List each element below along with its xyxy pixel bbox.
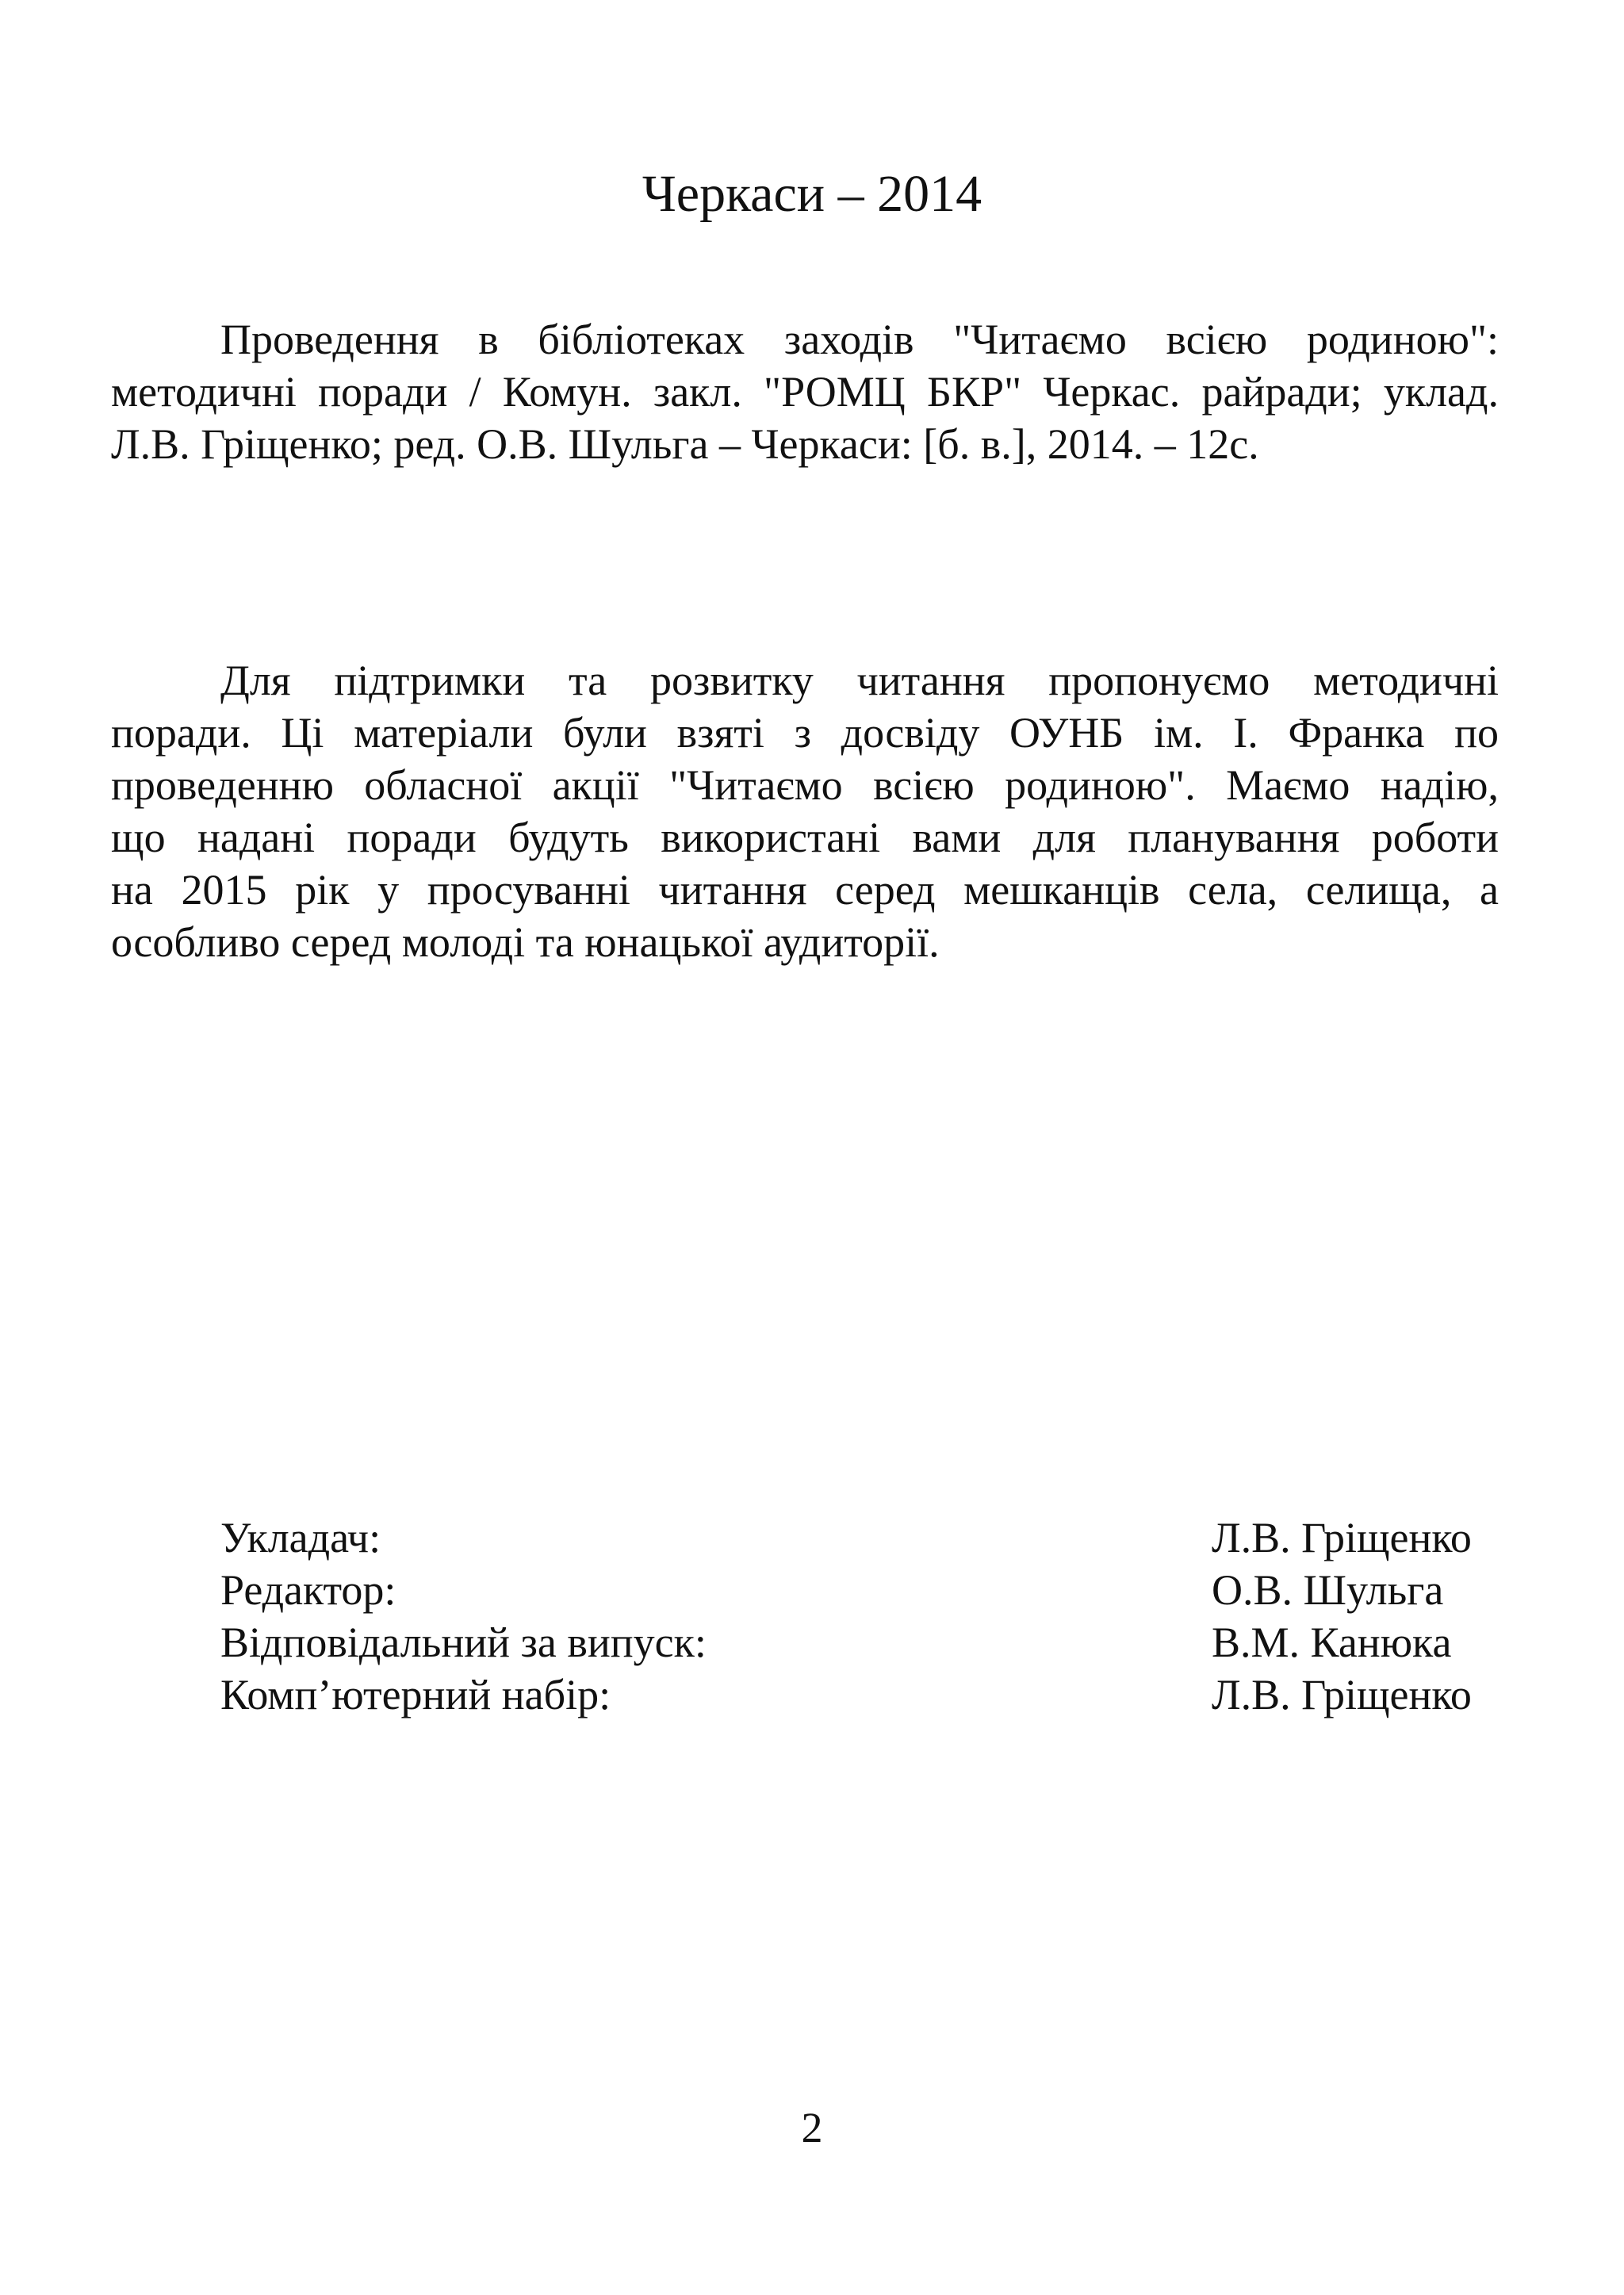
citation-line: Л.В. Гріщенко; ред. О.В. Шульга – Черкаси: [б. в.], 2014. – 12с.: [111, 420, 1259, 468]
credit-row-compiler: [220, 1511, 1505, 1564]
credit-row-editor: [220, 1564, 1505, 1616]
summary-line: на 2015 рік у просуванні читання серед мешканців села, селища, а: [111, 866, 1499, 914]
summary-line: що надані поради будуть використані вами для планування роботи: [111, 814, 1499, 861]
credit-name: Л.В. Гріщенко: [1212, 1514, 1472, 1561]
summary-line: особливо серед молоді та юнацької аудиторії.: [111, 918, 940, 966]
credits-block: [220, 1511, 1505, 1721]
publication-place-year: Черкаси – 2014: [642, 165, 982, 223]
summary-line: проведенню обласної акції "Читаємо всією родиною". Маємо надію,: [111, 761, 1499, 809]
credit-row-typesetting: [220, 1669, 1505, 1721]
bibliographic-citation: [111, 313, 1499, 470]
page-number: 2: [801, 2104, 823, 2151]
credit-row-responsible: [220, 1616, 1505, 1669]
credit-role: Відповідальний за випуск:: [220, 1619, 707, 1666]
credit-name: Л.В. Гріщенко: [1212, 1671, 1472, 1718]
summary-paragraph: [111, 654, 1499, 968]
summary-line: поради. Ці матеріали були взяті з досвіду ОУНБ ім. І. Франка по: [111, 709, 1499, 757]
summary-line: Для підтримки та розвитку читання пропонуємо методичні: [220, 657, 1499, 704]
credit-name: В.М. Канюка: [1212, 1619, 1452, 1666]
credit-role: Укладач:: [220, 1514, 381, 1561]
citation-line: методичні поради / Комун. закл. "РОМЦ БКР" Черкас. райради; уклад.: [111, 368, 1499, 416]
credit-role: Комп’ютерний набір:: [220, 1671, 611, 1718]
credit-name: О.В. Шульга: [1212, 1566, 1444, 1614]
credit-role: Редактор:: [220, 1566, 396, 1614]
citation-line: Проведення в бібліотеках заходів "Читаємо всією родиною":: [220, 316, 1499, 363]
